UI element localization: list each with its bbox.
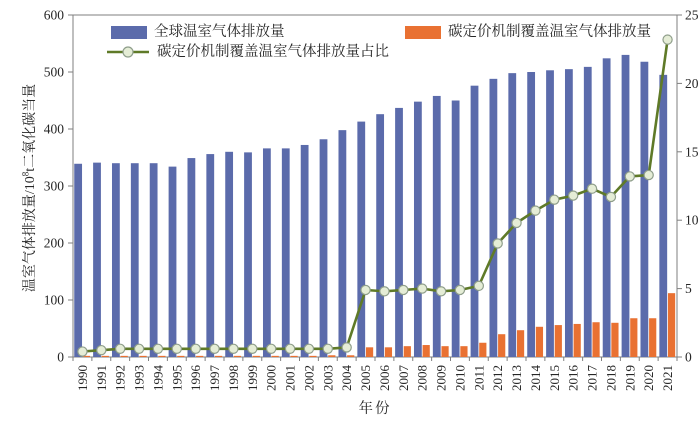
bar-global-emissions — [131, 163, 139, 357]
legend-swatch-covered-emissions-icon — [405, 26, 441, 39]
y-right-tick-label: 20 — [685, 75, 699, 91]
x-tick-label: 1991 — [93, 365, 109, 391]
x-tick-label: 2020 — [641, 365, 657, 391]
marker-coverage-share — [78, 347, 87, 356]
marker-coverage-share — [399, 285, 408, 294]
x-tick-label: 2018 — [603, 365, 619, 391]
marker-coverage-share — [248, 344, 257, 353]
marker-coverage-share — [474, 281, 483, 290]
bar-covered-emissions — [366, 347, 373, 357]
marker-coverage-share — [97, 346, 106, 355]
x-tick-label: 1993 — [131, 365, 147, 391]
x-tick-label: 2005 — [358, 365, 374, 391]
x-tick-label: 2003 — [320, 365, 336, 391]
legend-swatch-global-emissions-icon — [111, 26, 147, 39]
x-tick-label: 2002 — [301, 365, 317, 391]
bar-global-emissions — [93, 163, 101, 357]
x-tick-label: 2000 — [263, 365, 279, 391]
marker-coverage-share — [493, 239, 502, 248]
bar-global-emissions — [376, 114, 384, 357]
bar-covered-emissions — [517, 330, 524, 357]
marker-coverage-share — [663, 35, 672, 44]
marker-coverage-share — [361, 285, 370, 294]
bar-covered-emissions — [385, 347, 392, 357]
legend-line-marker-icon — [106, 45, 150, 59]
x-tick-label: 2013 — [509, 365, 525, 391]
y-left-tick-label: 0 — [57, 349, 64, 365]
bar-covered-emissions — [102, 356, 109, 357]
legend-item-coverage-share — [106, 45, 389, 60]
marker-coverage-share — [285, 344, 294, 353]
x-tick-label: 2006 — [376, 365, 392, 391]
bar-global-emissions — [584, 67, 592, 357]
bar-covered-emissions — [158, 356, 165, 357]
x-tick-label: 2017 — [584, 365, 600, 391]
y-axis-title — [19, 63, 39, 313]
bar-covered-emissions — [139, 356, 146, 357]
marker-coverage-share — [550, 195, 559, 204]
bar-global-emissions — [169, 167, 177, 357]
bar-covered-emissions — [309, 356, 316, 357]
bar-covered-emissions — [611, 323, 618, 357]
x-tick-label: 1998 — [225, 365, 241, 391]
legend-label-covered-emissions: 碳定价机制覆盖温室气体排放量 — [448, 24, 651, 40]
bar-global-emissions — [471, 86, 479, 357]
bar-global-emissions — [395, 108, 403, 357]
y-axis-title-suffix: t二氧化碳当量 — [23, 83, 38, 172]
marker-coverage-share — [304, 344, 313, 353]
bar-global-emissions — [508, 73, 516, 357]
marker-coverage-share — [323, 344, 332, 353]
x-tick-label: 1997 — [207, 365, 223, 391]
x-tick-label: 1990 — [74, 365, 90, 391]
bar-global-emissions — [206, 154, 214, 357]
y-axis-title-text: 温室气体排放量/10 — [23, 176, 38, 293]
bar-global-emissions — [452, 101, 460, 358]
legend-label-global-emissions: 全球温室气体排放量 — [154, 24, 285, 40]
bar-global-emissions — [338, 130, 346, 357]
y-left-tick-label: 100 — [43, 292, 64, 308]
x-tick-label: 1995 — [169, 365, 185, 391]
x-tick-label: 2015 — [546, 365, 562, 391]
marker-coverage-share — [116, 344, 125, 353]
x-tick-label: 2009 — [433, 365, 449, 391]
bar-global-emissions — [244, 152, 252, 357]
x-tick-label: 1999 — [244, 365, 260, 391]
y-left-tick-label: 600 — [43, 7, 64, 23]
bar-covered-emissions — [121, 356, 128, 357]
bar-covered-emissions — [574, 324, 581, 357]
bar-covered-emissions — [290, 356, 297, 357]
y-left-tick-label: 400 — [43, 121, 64, 137]
marker-coverage-share — [625, 172, 634, 181]
marker-coverage-share — [569, 191, 578, 200]
marker-coverage-share — [210, 344, 219, 353]
bar-covered-emissions — [649, 318, 656, 357]
bar-covered-emissions — [347, 355, 354, 357]
bar-covered-emissions — [177, 356, 184, 357]
bar-covered-emissions — [253, 356, 260, 357]
bar-global-emissions — [225, 152, 233, 357]
marker-coverage-share — [455, 285, 464, 294]
bar-covered-emissions — [215, 356, 222, 357]
y-right-tick-label: 10 — [685, 212, 699, 228]
bar-global-emissions — [301, 145, 309, 357]
bar-covered-emissions — [328, 355, 335, 357]
y-right-tick-label: 25 — [685, 7, 699, 23]
bar-covered-emissions — [272, 356, 279, 357]
bar-covered-emissions — [668, 293, 675, 357]
x-tick-label: 2010 — [452, 365, 468, 391]
marker-coverage-share — [229, 344, 238, 353]
bar-global-emissions — [433, 96, 441, 357]
bar-covered-emissions — [423, 345, 430, 357]
x-tick-label: 1992 — [112, 365, 128, 391]
bar-covered-emissions — [555, 325, 562, 357]
bar-global-emissions — [282, 148, 290, 357]
bar-global-emissions — [546, 70, 554, 357]
bar-global-emissions — [263, 148, 271, 357]
y-right-tick-label: 15 — [685, 144, 699, 160]
x-tick-label: 1994 — [150, 365, 166, 391]
y-axis-title-superscript: 8 — [20, 171, 31, 177]
x-axis-title: 年份 — [358, 401, 392, 417]
x-tick-label: 2004 — [339, 365, 355, 391]
bar-covered-emissions — [536, 327, 543, 357]
marker-coverage-share — [418, 284, 427, 293]
marker-coverage-share — [436, 287, 445, 296]
bar-global-emissions — [150, 163, 158, 357]
bar-global-emissions — [603, 58, 611, 357]
bar-global-emissions — [187, 158, 195, 357]
bar-global-emissions — [622, 55, 630, 357]
marker-coverage-share — [644, 170, 653, 179]
legend-item-global-emissions — [111, 25, 285, 40]
bar-global-emissions — [112, 163, 120, 357]
bar-global-emissions — [565, 69, 573, 357]
marker-coverage-share — [380, 287, 389, 296]
x-tick-label: 2019 — [622, 365, 638, 391]
bar-covered-emissions — [460, 346, 467, 357]
marker-coverage-share — [531, 206, 540, 215]
bar-global-emissions — [320, 139, 328, 357]
bar-covered-emissions — [592, 322, 599, 357]
bar-global-emissions — [74, 164, 82, 357]
bar-covered-emissions — [441, 346, 448, 357]
marker-coverage-share — [134, 344, 143, 353]
bar-covered-emissions — [234, 356, 241, 357]
bar-covered-emissions — [630, 318, 637, 357]
bar-covered-emissions — [404, 346, 411, 357]
bar-global-emissions — [640, 62, 648, 357]
x-tick-label: 2012 — [490, 365, 506, 391]
bar-covered-emissions — [479, 343, 486, 357]
bar-global-emissions — [357, 122, 365, 357]
bar-global-emissions — [414, 102, 422, 357]
marker-coverage-share — [172, 344, 181, 353]
bar-global-emissions — [489, 79, 497, 357]
legend-item-covered-emissions — [405, 25, 651, 40]
y-left-tick-label: 500 — [43, 64, 64, 80]
x-tick-label: 2008 — [414, 365, 430, 391]
y-left-tick-label: 300 — [43, 178, 64, 194]
x-tick-label: 2011 — [471, 365, 487, 391]
x-tick-label: 2021 — [660, 365, 676, 391]
bar-global-emissions — [659, 75, 667, 357]
x-tick-label: 2016 — [565, 365, 581, 391]
y-right-tick-label: 5 — [685, 281, 692, 297]
marker-coverage-share — [153, 344, 162, 353]
bar-covered-emissions — [498, 334, 505, 357]
marker-coverage-share — [267, 344, 276, 353]
x-tick-label: 2014 — [527, 365, 543, 391]
x-tick-label: 2001 — [282, 365, 298, 391]
marker-coverage-share — [191, 344, 200, 353]
legend-label-coverage-share: 碳定价机制覆盖温室气体排放量占比 — [157, 44, 389, 60]
marker-coverage-share — [342, 343, 351, 352]
x-tick-label: 2007 — [395, 365, 411, 391]
bar-covered-emissions — [196, 356, 203, 357]
y-left-tick-label: 200 — [43, 235, 64, 251]
marker-coverage-share — [606, 192, 615, 201]
x-tick-label: 1996 — [188, 365, 204, 391]
y-right-tick-label: 0 — [685, 349, 692, 365]
marker-coverage-share — [512, 218, 521, 227]
marker-coverage-share — [587, 184, 596, 193]
